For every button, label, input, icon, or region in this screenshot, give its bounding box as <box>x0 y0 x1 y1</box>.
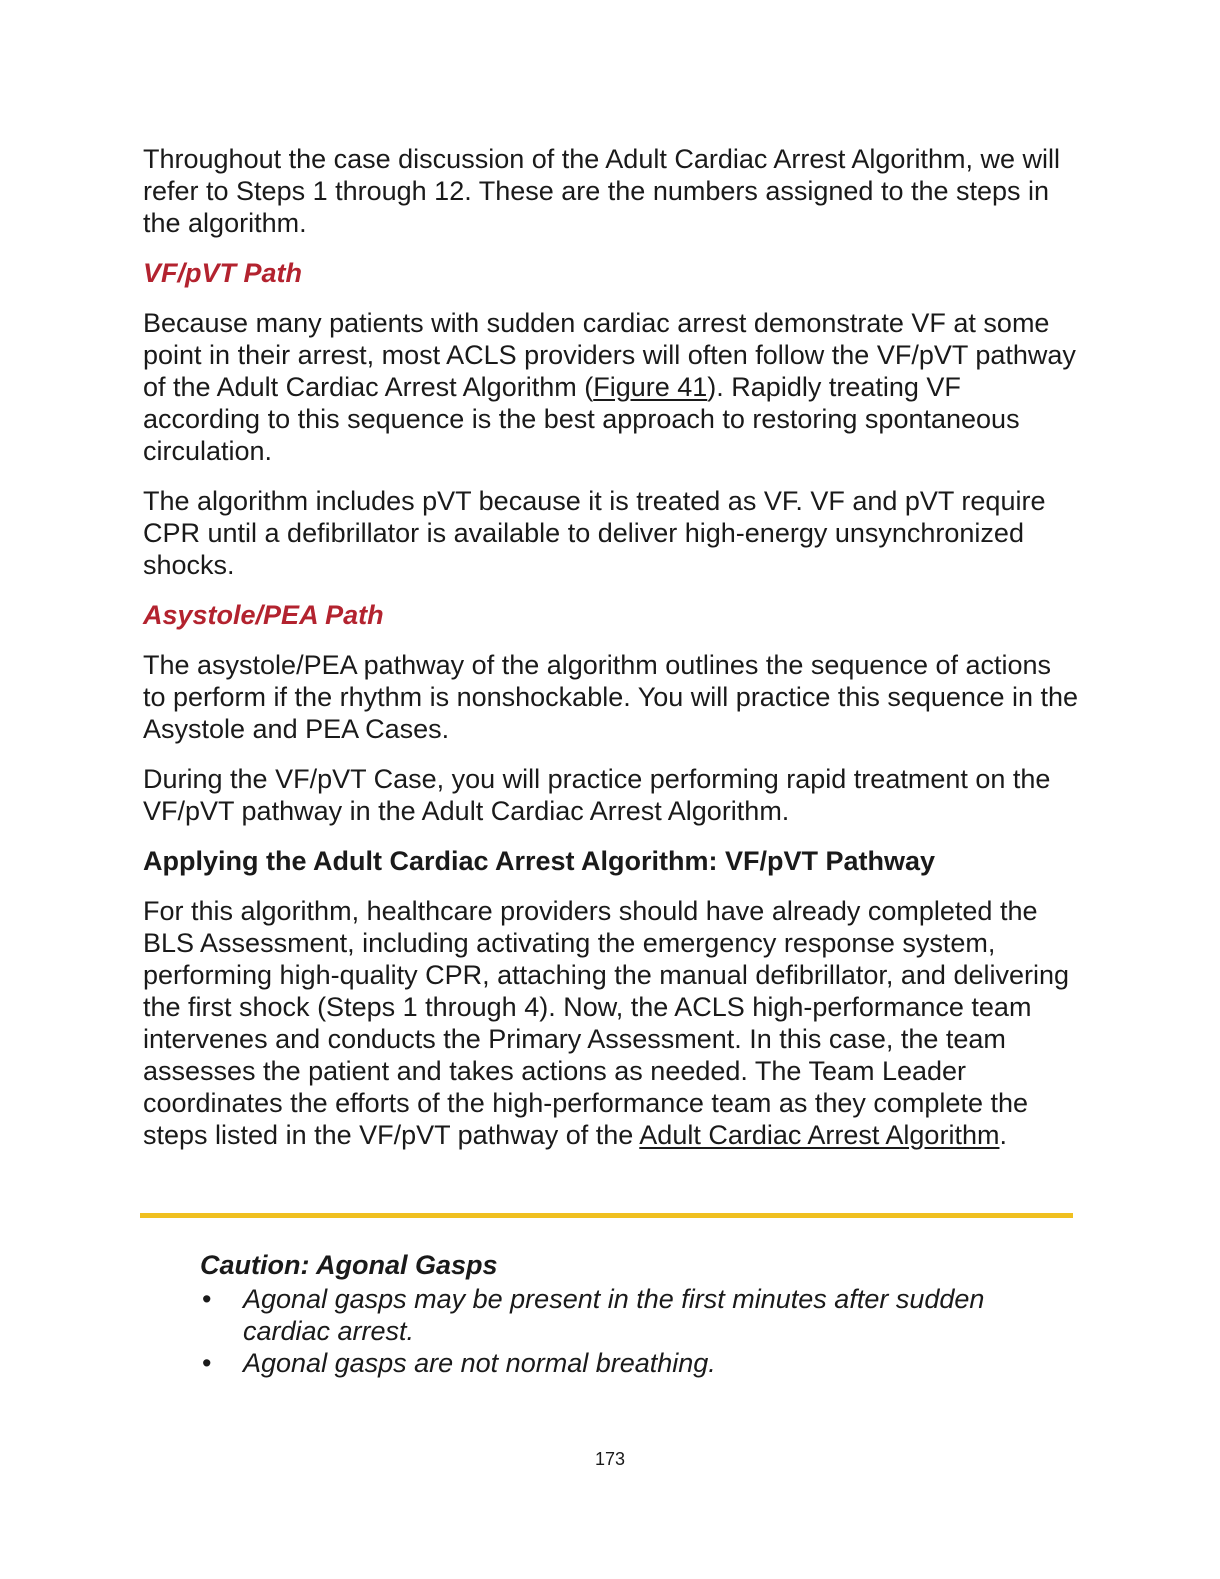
figure-41-link[interactable]: Figure 41 <box>593 372 708 402</box>
vf-path-text-after: ). Rapidly treating VF according to this sequence is the best approach to restoring spontaneous circulation. <box>143 372 1020 466</box>
applying-text-after: . <box>999 1120 1007 1150</box>
vf-path-paragraph-2: The algorithm includes pVT because it is treated as VF. VF and pVT require CPR until a defibrillator is available to deliver high-energy unsynchronized shocks. <box>143 486 1046 580</box>
caution-box <box>200 1249 1060 1379</box>
adult-cardiac-arrest-algorithm-link[interactable]: Adult Cardiac Arrest Algorithm <box>639 1120 1000 1150</box>
asystole-path-heading: Asystole/PEA Path <box>143 600 384 630</box>
vf-path-text-before: Because many patients with sudden cardiac arrest demonstrate VF at some point in their arrest, most ACLS providers will often follow the VF/pVT pathway of the Adult Cardiac Arrest Algorithm ( <box>143 308 1076 402</box>
page-number: 173 <box>594 1449 626 1469</box>
caution-list <box>200 1283 1060 1379</box>
vf-path-heading: VF/pVT Path <box>143 258 303 288</box>
intro-paragraph: Throughout the case discussion of the Adult Cardiac Arrest Algorithm, we will refer to Steps 1 through 12. These are the numbers assigned to the steps in the algorithm. <box>143 144 1060 238</box>
caution-list-item <box>200 1283 1060 1347</box>
caution-item-text: Agonal gasps may be present in the first minutes after sudden cardiac arrest. <box>243 1284 985 1346</box>
vf-path-paragraph-1 <box>143 307 1078 467</box>
asystole-path-paragraph-1: The asystole/PEA pathway of the algorithm outlines the sequence of actions to perform if the rhythm is nonshockable. You will practice this sequence in the Asystole and PEA Cases. <box>143 650 1079 744</box>
bullet-icon: • <box>202 1284 212 1314</box>
asystole-path-paragraph-2: During the VF/pVT Case, you will practice performing rapid treatment on the VF/pVT pathway in the Adult Cardiac Arrest Algorithm. <box>143 764 1051 826</box>
applying-paragraph <box>143 895 1078 1151</box>
caution-divider <box>140 1213 1073 1218</box>
applying-text-before: For this algorithm, healthcare providers should have already completed the BLS Assessment, including activating the emergency response system, performing high-quality CPR, attaching the manual defibrillator, and delivering the first shock (Steps 1 through 4). Now, the ACLS high-performance team intervenes and conducts the Primary Assessment. In this case, the team assesses the patient and takes actions as needed. The Team Leader coordinates the efforts of the high-performance team as they complete the steps listed in the VF/pVT pathway of the <box>143 896 1070 1150</box>
caution-item-text: Agonal gasps are not normal breathing. <box>243 1348 716 1378</box>
caution-title: Caution: Agonal Gasps <box>200 1250 498 1280</box>
caution-list-item <box>200 1347 1060 1379</box>
page-body <box>143 143 1078 1151</box>
applying-heading: Applying the Adult Cardiac Arrest Algorithm: VF/pVT Pathway <box>143 846 936 876</box>
bullet-icon: • <box>202 1348 212 1378</box>
